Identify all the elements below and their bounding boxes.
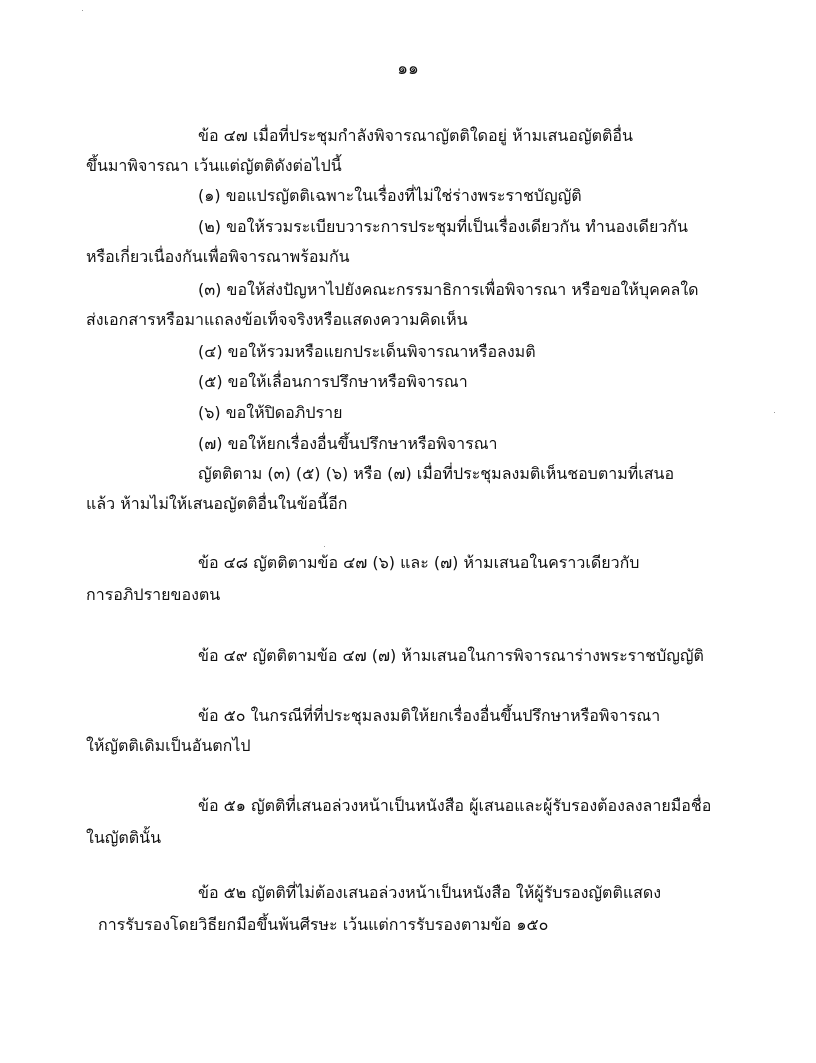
section-50-line: ให้ญัตติเดิมเป็นอันตกไป [86,736,251,755]
section-47-item-7: (๗) ขอให้ยกเรื่องอื่นขึ้นปรึกษาหรือพิจารณา [198,434,498,453]
section-47-item-1: (๑) ขอแปรญัตติเฉพาะในเรื่องที่ไม่ใช่ร่างพระราชบัญญัติ [198,186,582,205]
section-47-item-3-cont: ส่งเอกสารหรือมาแถลงข้อเท็จจริงหรือแสดงความคิดเห็น [86,310,468,329]
section-48-line: การอภิปรายของตน [86,585,221,604]
section-47-item-3: (๓) ขอให้ส่งปัญหาไปยังคณะกรรมาธิการเพื่อพิจารณา หรือขอให้บุคคลใด [198,280,699,299]
section-47-item-2-cont: หรือเกี่ยวเนื่องกันเพื่อพิจารณาพร้อมกัน [86,247,350,266]
section-47-item-4: (๔) ขอให้รวมหรือแยกประเด็นพิจารณาหรือลงมติ [198,342,536,361]
section-47-item-2: (๒) ขอให้รวมระเบียบวาระการประชุมที่เป็นเรื่องเดียวกัน ทำนองเดียวกัน [198,217,688,236]
section-50-heading-line: ข้อ ๕๐ ในกรณีที่ที่ประชุมลงมติให้ยกเรื่องอื่นขึ้นปรึกษาหรือพิจารณา [198,706,661,725]
section-49-heading-line: ข้อ ๔๙ ญัตติตามข้อ ๔๗ (๗) ห้ามเสนอในการพิจารณาร่างพระราชบัญญัติ [198,646,704,665]
section-47-item-6: (๖) ขอให้ปิดอภิปราย [198,403,343,422]
section-47-line: ขึ้นมาพิจารณา เว้นแต่ญัตติดังต่อไปนี้ [86,156,342,175]
section-47-item-5: (๕) ขอให้เลื่อนการปรึกษาหรือพิจารณา [198,372,468,391]
section-51-line: ในญัตตินั้น [86,828,162,847]
section-47-closing: ญัตติตาม (๓) (๕) (๖) หรือ (๗) เมื่อที่ประชุมลงมติเห็นชอบตามที่เสนอ [198,464,675,483]
scan-speck [324,546,325,547]
section-51-heading-line: ข้อ ๕๑ ญัตติที่เสนอล่วงหน้าเป็นหนังสือ ผู้เสนอและผู้รับรองต้องลงลายมือชื่อ [198,796,712,815]
page-number: ๑๑ [397,59,419,79]
section-47-heading-line: ข้อ ๔๗ เมื่อที่ประชุมกำลังพิจารณาญัตติใดอยู่ ห้ามเสนอญัตติอื่น [198,126,633,145]
section-47-closing-cont: แล้ว ห้ามไม่ให้เสนอญัตติอื่นในข้อนี้อีก [86,494,348,513]
scan-speck [774,412,775,413]
section-48-heading-line: ข้อ ๔๘ ญัตติตามข้อ ๔๗ (๖) และ (๗) ห้ามเสนอในคราวเดียวกับ [198,553,640,572]
section-52-heading-line: ข้อ ๕๒ ญัตติที่ไม่ต้องเสนอล่วงหน้าเป็นหนังสือ ให้ผู้รับรองญัตติแสดง [198,883,662,902]
section-52-line: การรับรองโดยวิธียกมือขึ้นพ้นศีรษะ เว้นแต่การรับรองตามข้อ ๑๕๐ [98,915,549,934]
scan-speck [82,10,83,11]
